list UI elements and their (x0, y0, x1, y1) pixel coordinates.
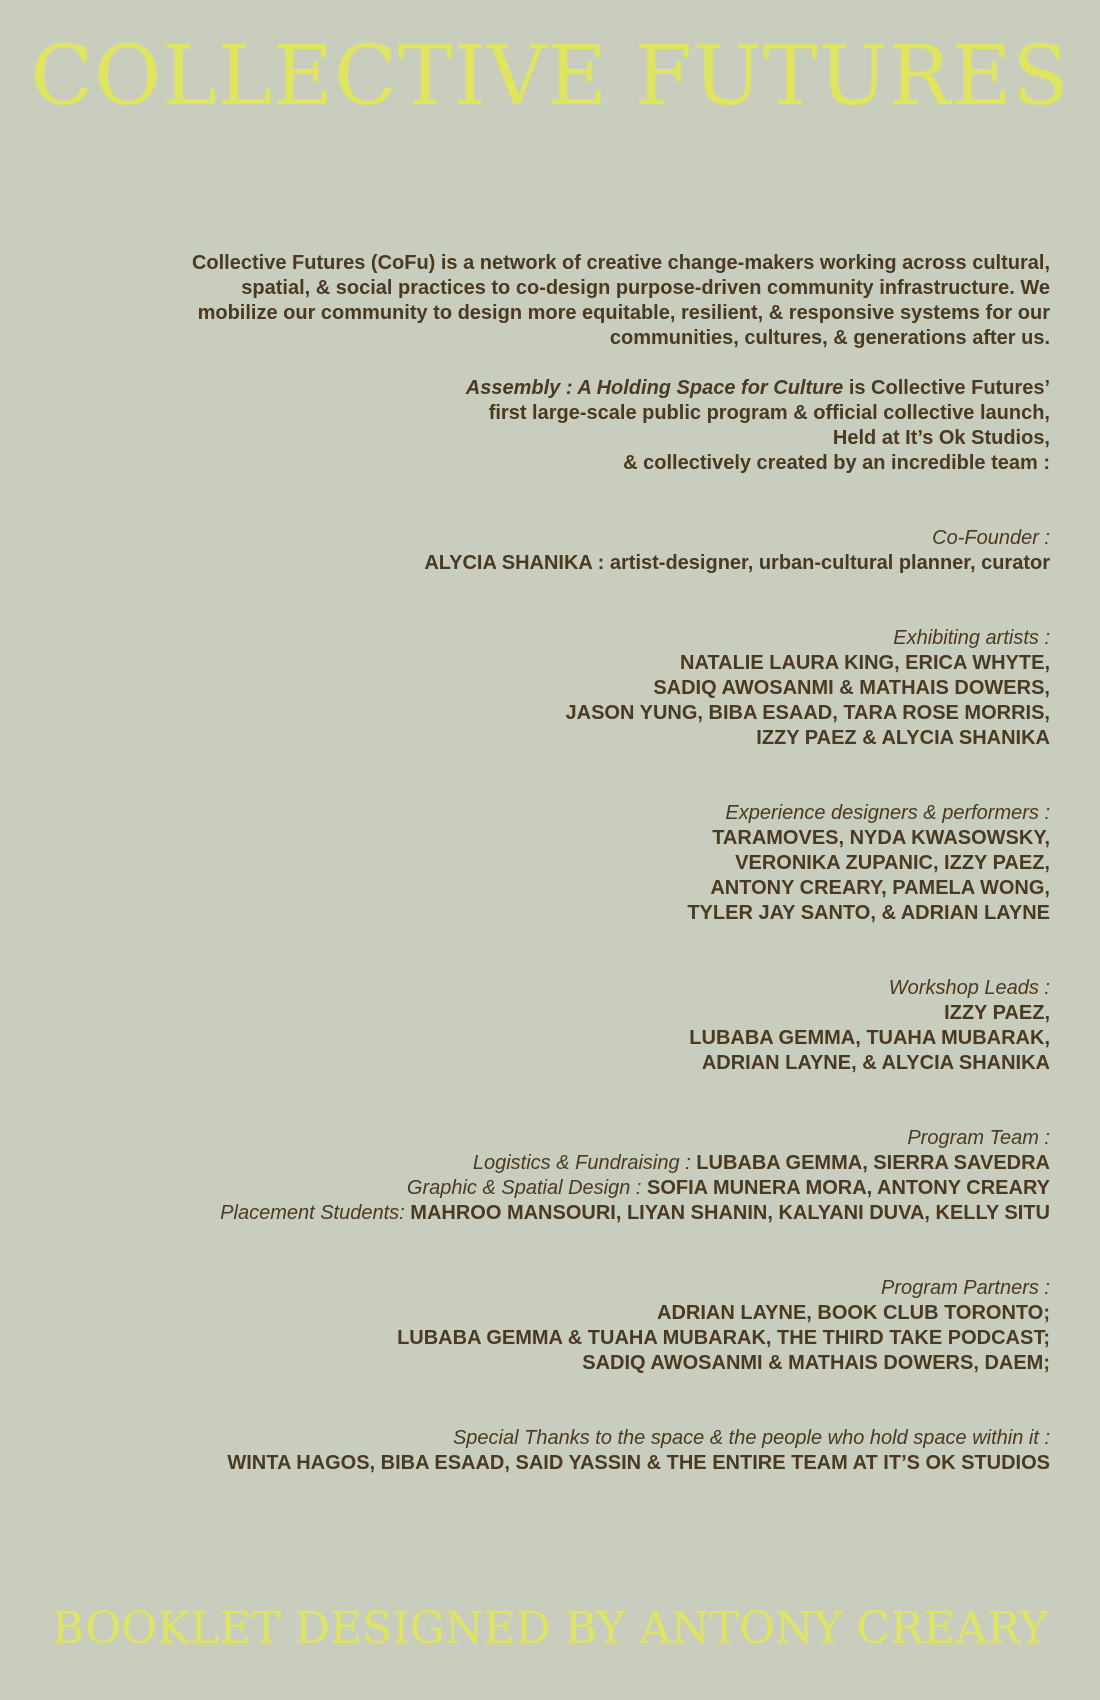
team-row (150, 1151, 1050, 1176)
special-thanks-label: Special Thanks to the space & the people who hold space within it : (452, 1427, 1050, 1449)
assembly-line-rest: is Collective Futures’ (843, 377, 1050, 399)
special-thanks-section (150, 1426, 1050, 1476)
assembly-line: Held at It’s Ok Studios, (832, 427, 1050, 449)
team-row (150, 1176, 1050, 1201)
name-line: SADIQ AWOSANMI & MATHAIS DOWERS, (653, 677, 1050, 699)
name-line: IZZY PAEZ & ALYCIA SHANIKA (756, 727, 1050, 749)
team-row (150, 1201, 1050, 1226)
credits-content (150, 251, 1050, 1476)
name-line: NATALIE LAURA KING, ERICA WHYTE, (680, 652, 1050, 674)
program-team-label: Program Team : (907, 1127, 1050, 1149)
intro-line: communities, cultures, & generations after us. (609, 327, 1050, 349)
intro-line: mobilize our community to design more equitable, resilient, & responsive systems for our (197, 302, 1050, 324)
team-role: Graphic & Spatial Design : (406, 1177, 648, 1199)
exhibiting-artists-section (150, 626, 1050, 751)
experience-designers-label: Experience designers & performers : (725, 802, 1050, 824)
name-line: JASON YUNG, BIBA ESAAD, TARA ROSE MORRIS, (565, 702, 1050, 724)
name-line: ADRIAN LAYNE, & ALYCIA SHANIKA (701, 1052, 1050, 1074)
name-line: TARAMOVES, NYDA KWASOWSKY, (712, 827, 1050, 849)
experience-designers-section (150, 801, 1050, 926)
assembly-program-name: Assembly : A Holding Space for Culture (465, 377, 844, 399)
team-names: SOFIA MUNERA MORA, ANTONY CREARY (647, 1177, 1050, 1199)
name-line: WINTA HAGOS, BIBA ESAAD, SAID YASSIN & THE ENTIRE TEAM AT IT’S OK STUDIOS (227, 1452, 1050, 1474)
intro-paragraph (150, 251, 1050, 351)
team-names: LUBABA GEMMA, SIERRA SAVEDRA (696, 1152, 1050, 1174)
name-line: LUBABA GEMMA, TUAHA MUBARAK, (689, 1027, 1050, 1049)
cofounder-label: Co-Founder : (932, 527, 1050, 549)
assembly-line (150, 376, 1050, 401)
name-line: ANTONY CREARY, PAMELA WONG, (710, 877, 1050, 899)
workshop-leads-section (150, 976, 1050, 1076)
name-line: VERONIKA ZUPANIC, IZZY PAEZ, (735, 852, 1050, 874)
name-line: IZZY PAEZ, (944, 1002, 1050, 1024)
team-role: Placement Students: (220, 1202, 411, 1224)
name-line: ADRIAN LAYNE, BOOK CLUB TORONTO; (657, 1302, 1050, 1324)
cofounder-name: ALYCIA SHANIKA : artist-designer, urban-cultural planner, curator (424, 552, 1050, 574)
workshop-leads-label: Workshop Leads : (888, 977, 1050, 999)
exhibiting-artists-label: Exhibiting artists : (893, 627, 1050, 649)
assembly-paragraph (150, 376, 1050, 476)
intro-line: spatial, & social practices to co-design purpose-driven community infrastructure. We (241, 277, 1050, 299)
name-line: SADIQ AWOSANMI & MATHAIS DOWERS, DAEM; (582, 1352, 1050, 1374)
program-team-section (150, 1126, 1050, 1226)
team-names: MAHROO MANSOURI, LIYAN SHANIN, KALYANI DUVA, KELLY SITU (410, 1202, 1050, 1224)
team-role: Logistics & Fundraising : (472, 1152, 697, 1174)
program-partners-section (150, 1276, 1050, 1376)
booklet-credit: BOOKLET DESIGNED BY ANTONY CREARY (51, 1603, 1049, 1654)
page-title: COLLECTIVE FUTURES (30, 29, 1070, 124)
cofounder-section (150, 526, 1050, 576)
name-line: TYLER JAY SANTO, & ADRIAN LAYNE (687, 902, 1050, 924)
assembly-line: first large-scale public program & official collective launch, (488, 402, 1050, 424)
program-partners-label: Program Partners : (881, 1277, 1050, 1299)
intro-line: Collective Futures (CoFu) is a network of creative change-makers working across cultural, (191, 252, 1050, 274)
assembly-line: & collectively created by an incredible team : (623, 452, 1050, 474)
name-line: LUBABA GEMMA & TUAHA MUBARAK, THE THIRD TAKE PODCAST; (397, 1327, 1050, 1349)
